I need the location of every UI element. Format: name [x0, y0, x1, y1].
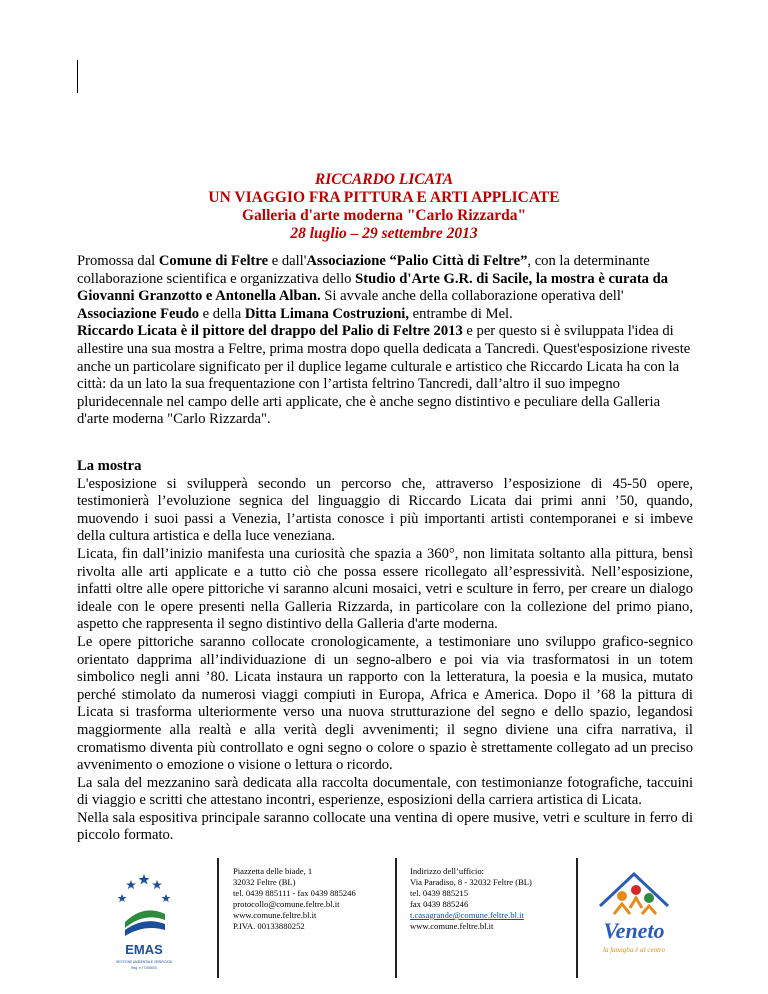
- email-link[interactable]: t.casagrande@comune.feltre.bl.it: [410, 910, 524, 920]
- intro-text: e della: [199, 305, 245, 322]
- intro-bold: Associazione “Palio Città di Feltre”: [306, 253, 528, 269]
- address-line: Piazzetta delle biade, 1: [233, 866, 313, 876]
- intro-text: e dall': [268, 253, 307, 269]
- mostra-paragraph: Nella sala espositiva principale saranno collocate una ventina di opere musive, vetri e sculture in ferro di piccolo formato.: [77, 809, 693, 844]
- text-cursor-line: [77, 60, 78, 93]
- footer-divider: [395, 858, 397, 978]
- vat-line: P.IVA. 00133880252: [233, 921, 305, 931]
- intro-section: [77, 253, 693, 429]
- veneto-logo-icon: [594, 866, 674, 970]
- document-title-block: [0, 171, 768, 243]
- intro-text: Promossa dal: [77, 253, 159, 269]
- intro-bold: Riccardo Licata è il pittore del drappo del Palio di Feltre 2013: [77, 323, 463, 340]
- website-line: www.comune.feltre.bl.it: [233, 910, 317, 920]
- intro-text: e per questo si è sviluppata l'idea di allestire una sua mostra a Feltre, prima mostra dopo quella dedicata a Tancredi. Quest'esposizione riveste anche un particolare significato per il duplice legame culturale e artistico che Riccardo Licata ha con la città: da un lato la sua frequentazione con l’artista feltrino Tancredi, dall’altro il suo impegno pluridecennale nel campo delle arti applicate, che è anche segno distintivo e peculiare della Galleria d'arte moderna "Carlo Rizzarda".: [77, 323, 691, 428]
- title-artist: RICCARDO LICATA: [314, 171, 454, 188]
- footer-divider: [217, 858, 219, 978]
- intro-bold: Comune di Feltre: [158, 253, 269, 269]
- intro-bold: Ditta Limana Costruzioni,: [244, 305, 410, 322]
- veneto-sub: la famiglia è al centro: [603, 946, 665, 954]
- emas-sub: GESTIONE AMBIENTALE VERIFICATA: [115, 960, 173, 964]
- mostra-paragraph: Le opere pittoriche saranno collocate cronologicamente, a testimoniare uno sviluppo grafico-segnico orientato dapprima all’individuazione di un segno-albero e poi via via trasformatosi in un totem simbolico negli anni ’80. Licata instaura un rapporto con la letteratura, la poesia e la musica, mutato perché stimolato da numerosi viaggi compiuti in Europa, Africa e America. Dopo il ’68 la pittura di Licata si trasforma ulteriormente verso una nuova strutturazione del segno e dello spazio, legandosi maggiormente alla realtà e alla verità degli avvenimenti; il segno diviene una cifra narrativa, il cromatismo diventa più controllato e ogni segno o colore o spazio è strettamente collegato ad un preciso avvenimento o emozione o visione o lettura o ricordo.: [77, 633, 693, 774]
- intro-text: Si avvale anche della collaborazione operativa dell': [320, 288, 624, 305]
- intro-text: entrambe di Mel.: [409, 305, 513, 322]
- title-dates: 28 luglio – 29 settembre 2013: [290, 225, 478, 242]
- mostra-paragraph: L'esposizione si svilupperà secondo un percorso che, attraverso l’esposizione di 45-50 opere, testimonierà l’evoluzione segnica del linguaggio di Riccardo Licata dai primi anni ’50, quando, muovendo i suoi passi a Venezia, l’artista conosce i più importanti artisti contemporanei e si imbeve della cultura artistica e della luce veneziana.: [77, 475, 693, 545]
- mostra-heading: La mostra: [77, 458, 142, 474]
- title-subtitle: UN VIAGGIO FRA PITTURA E ARTI APPLICATE: [208, 189, 560, 206]
- address-line: Via Paradiso, 8 - 32032 Feltre (BL): [410, 877, 532, 887]
- mostra-paragraph: La sala del mezzanino sarà dedicata alla raccolta documentale, con testimonianze fotografiche, taccuini di viaggio e scritti che attestano incontri, esperienze, esposizioni della carriera artistica di Licata.: [77, 774, 693, 809]
- website-line: www.comune.feltre.bl.it: [410, 921, 494, 931]
- intro-bold: Studio d'Arte G.R. di Sacile, la mostra è curata da Giovanni Granzotto e Antonella Alban.: [77, 270, 669, 305]
- mostra-paragraph: Licata, fin dall’inizio manifesta una curiosità che spazia a 360°, non limitata soltanto alla pittura, bensì rivolta alle arti applicate e a tutto ciò che possa essere ricollegato all’espressività. Nell’esposizione, infatti oltre alle opere pittoriche vi saranno alcuni mosaici, vetri e sculture in ferro, per creare un dialogo ideale con le opere presenti nella Galleria Rizzarda, in particolare con la collezione del primo piano, aspetto che rappresenta il segno distintivo della Galleria d'arte moderna.: [77, 545, 693, 633]
- address-line: tel. 0439 885215: [410, 888, 469, 898]
- emas-logo-icon: [113, 864, 175, 976]
- mostra-section: [77, 458, 693, 845]
- address-line: tel. 0439 885111 - fax 0439 885246: [233, 888, 356, 898]
- footer-divider: [576, 858, 578, 978]
- email-line: protocollo@comune.feltre.bl.it: [233, 899, 340, 909]
- veneto-label: Veneto: [603, 918, 665, 943]
- footer-address-right: [410, 866, 532, 932]
- address-line: Indirizzo dell’ufficio:: [410, 866, 485, 876]
- emas-reg: Reg. n. IT-000000: [131, 966, 157, 970]
- intro-paragraph-1: [77, 253, 693, 323]
- emas-label: EMAS: [125, 942, 163, 957]
- intro-text: , con la determinante collaborazione scientifica e organizzativa dello: [77, 253, 650, 287]
- intro-paragraph-2: [77, 323, 693, 429]
- intro-bold: Associazione Feudo: [77, 305, 200, 322]
- letterhead-footer: [0, 858, 768, 978]
- address-line: fax 0439 885246: [410, 899, 469, 909]
- address-line: 32032 Feltre (BL): [233, 877, 296, 887]
- footer-address-left: [233, 866, 356, 932]
- title-venue: Galleria d'arte moderna "Carlo Rizzarda": [241, 207, 527, 224]
